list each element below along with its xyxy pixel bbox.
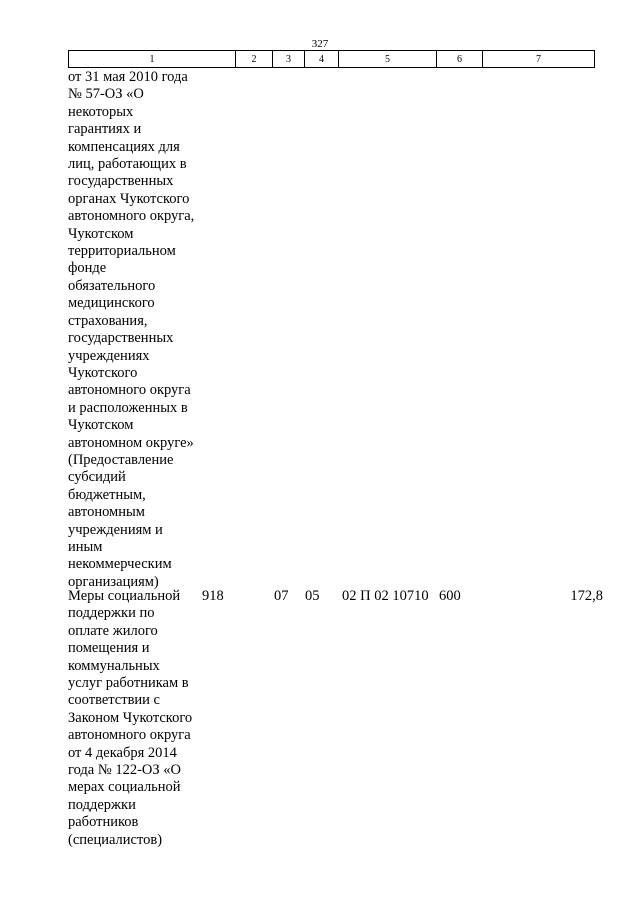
page-number: 327	[311, 38, 329, 50]
header-col-5: 5	[339, 51, 437, 68]
row-description: от 31 мая 2010 года № 57-ОЗ «О некоторых гарантиях и компенсациях для лиц, работающих в государственных органах Чукотского автономного округа, Чукотском территориальном фонде обязательного медицинского страхования, государственных учреждениях Чукотского автономного округа и расположенных в Чукотском автономном округе» (Предоставление субсидий бюджетным, автономным учреждениям и иным некоммерческим организациям)	[68, 69, 195, 590]
header-col-6: 6	[437, 51, 483, 68]
header-col-7: 7	[483, 51, 595, 68]
row-expense-type: 600	[439, 588, 461, 604]
header-col-4: 4	[305, 51, 339, 68]
row-description: Меры социальной поддержки по оплате жилого помещения и коммунальных услуг работникам в соответствии с Законом Чукотского автономного округа от 4 декабря 2014 года № 122-ОЗ «О мерах социальной поддержки работников (специалистов)	[68, 588, 193, 848]
header-col-2: 2	[236, 51, 273, 68]
header-col-1: 1	[69, 51, 236, 68]
row-subsection-code: 05	[305, 588, 320, 604]
row-target-article: 02 П 02 10710	[342, 588, 429, 604]
column-number-header	[68, 50, 595, 68]
row-amount: 172,8	[570, 588, 603, 604]
row-ministry-code: 918	[202, 588, 224, 604]
row-section-code: 07	[274, 588, 289, 604]
header-col-3: 3	[273, 51, 305, 68]
